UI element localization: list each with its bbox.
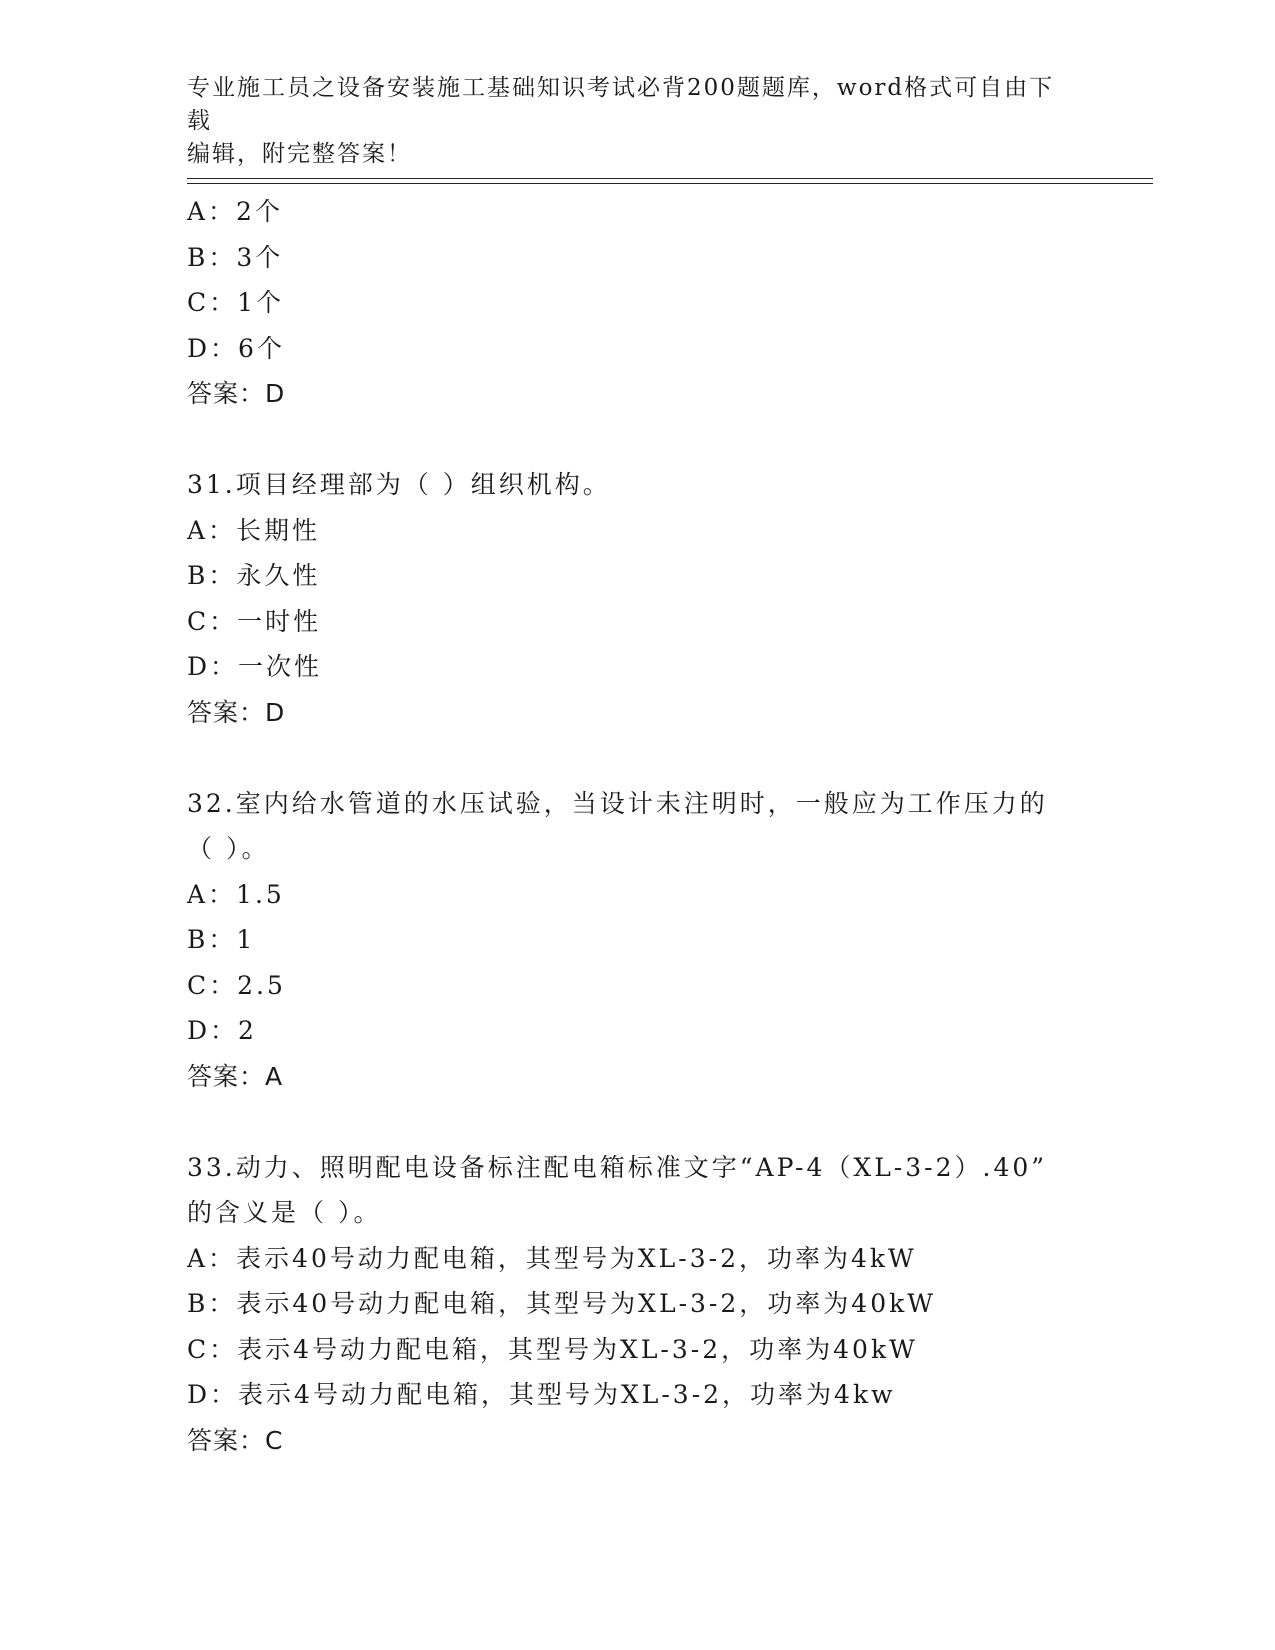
- question-list: [187, 189, 1107, 1463]
- question-stem: 33.动力、照明配电设备标注配电箱标准文字“AP-4（XL-3-2）.40”: [187, 1152, 1048, 1182]
- answer-line: 答案：C: [187, 1425, 284, 1455]
- option-c: C：2.5: [187, 970, 286, 1000]
- answer-line: 答案：D: [187, 697, 286, 727]
- answer-line: 答案：D: [187, 379, 286, 408]
- question-block-33: [187, 1145, 1107, 1464]
- option-a: A：长期性: [187, 515, 321, 545]
- option-d: D：表示4号动力配电箱，其型号为XL-3-2，功率为4kw: [187, 1380, 896, 1409]
- header-divider-top: [187, 178, 1153, 179]
- question-block-31: [187, 462, 1107, 735]
- option-d: D：6个: [187, 333, 285, 363]
- answer-line: 答案：A: [187, 1061, 284, 1091]
- option-c: C：一时性: [187, 606, 322, 636]
- question-stem: 32.室内给水管道的水压试验，当设计未注明时，一般应为工作压力的: [187, 788, 1048, 818]
- question-stem-continued: （ ）。: [187, 834, 270, 863]
- option-a: A：2个: [187, 197, 283, 226]
- question-spacer: [187, 1099, 1107, 1145]
- question-block-32: [187, 781, 1107, 1100]
- question-stem-continued: 的含义是（ ）。: [187, 1198, 382, 1227]
- option-d: D：一次性: [187, 652, 323, 681]
- option-d: D：2: [187, 1016, 257, 1045]
- option-b: B：1: [187, 925, 256, 954]
- option-a: A：表示40号动力配电箱，其型号为XL-3-2，功率为4kW: [187, 1243, 917, 1273]
- option-a: A：1.5: [187, 879, 285, 909]
- option-b: B：表示40号动力配电箱，其型号为XL-3-2，功率为40kW: [187, 1289, 936, 1318]
- header-divider-bottom: [187, 183, 1153, 184]
- question-block-30: [187, 189, 1107, 417]
- option-c: C：1个: [187, 288, 285, 317]
- question-spacer: [187, 417, 1107, 463]
- question-spacer: [187, 735, 1107, 781]
- header-line-2: 编辑，附完整答案！: [187, 141, 412, 167]
- option-b: B：3个: [187, 242, 284, 272]
- question-stem: 31.项目经理部为（ ）组织机构。: [187, 470, 611, 499]
- option-b: B：永久性: [187, 561, 321, 590]
- document-header: [187, 72, 1067, 171]
- header-line-1: 专业施工员之设备安装施工基础知识考试必背200题题库，word格式可自由下载: [187, 75, 1055, 134]
- option-c: C：表示4号动力配电箱，其型号为XL-3-2，功率为40kW: [187, 1334, 918, 1364]
